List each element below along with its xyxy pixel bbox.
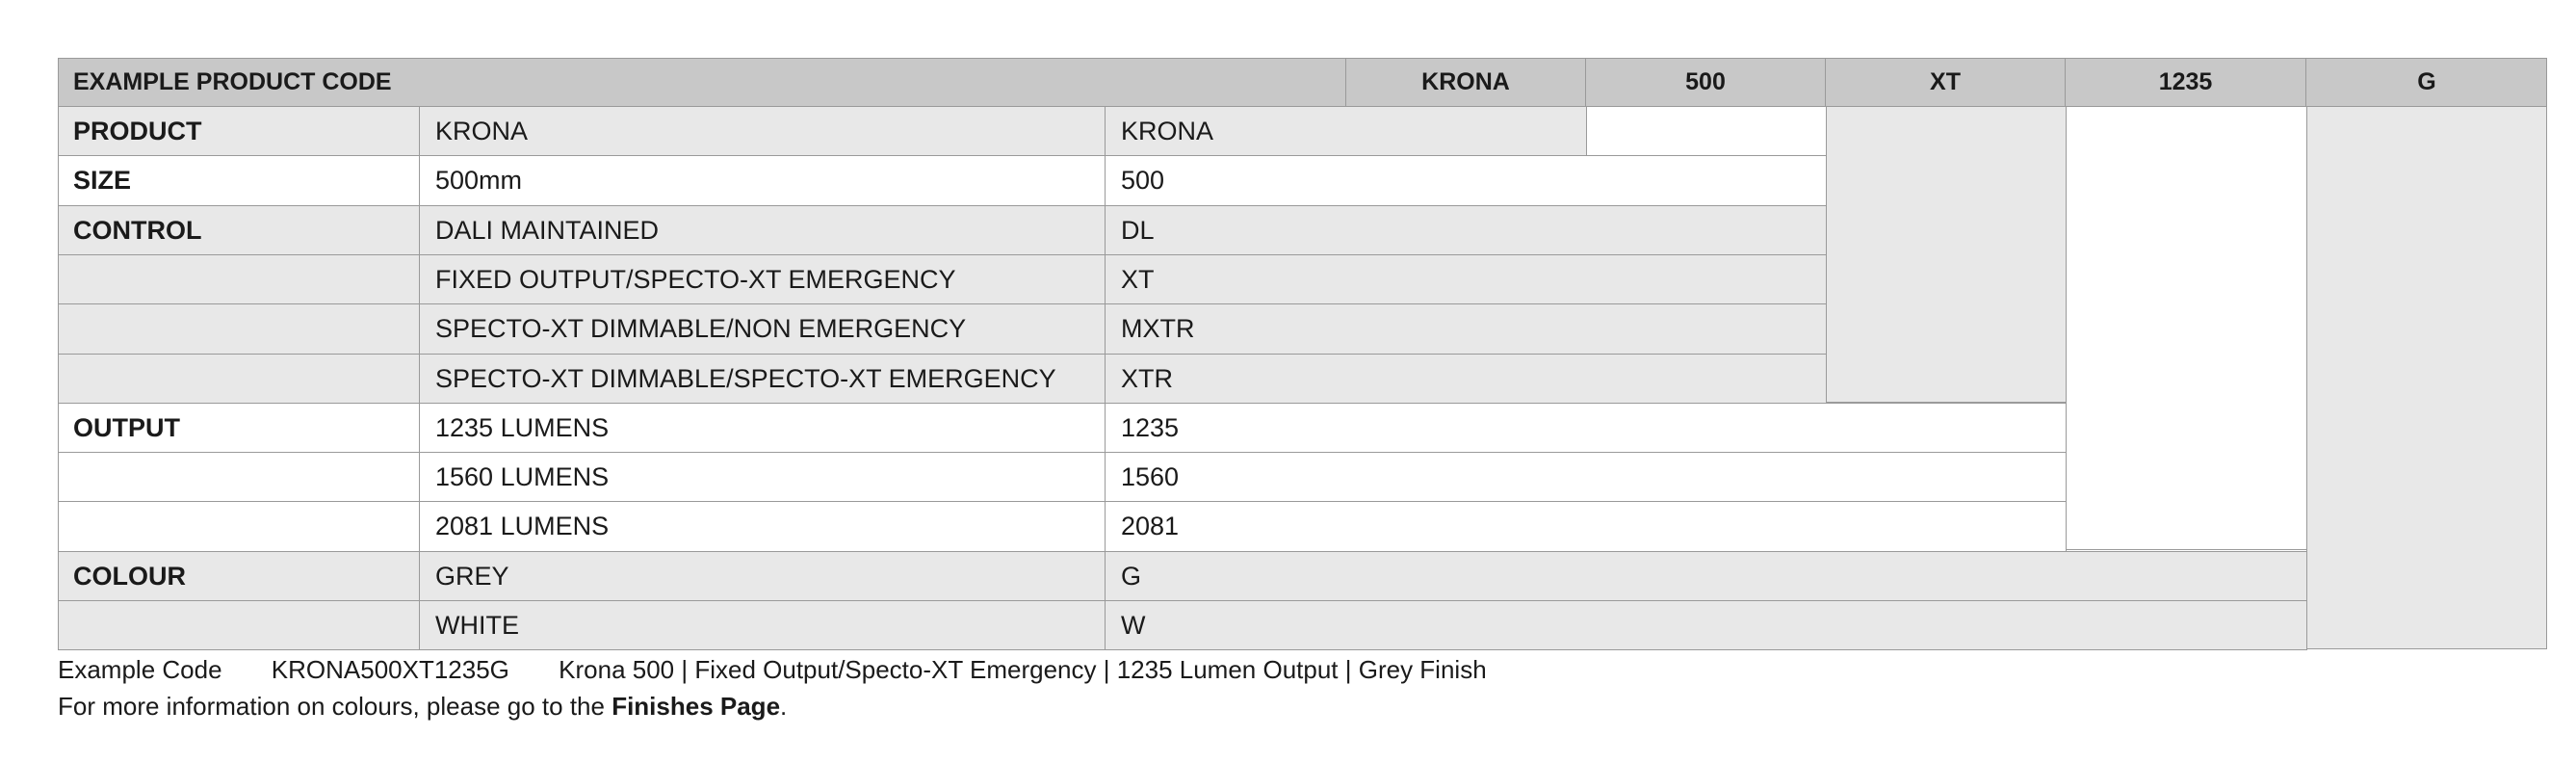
header-code-product: KRONA: [1346, 58, 1586, 107]
row-category: [58, 501, 420, 552]
row-description: GREY: [420, 551, 1106, 601]
finishes-info-end: .: [780, 692, 788, 721]
header-code-control: XT: [1826, 58, 2066, 107]
header-code-size: 500: [1586, 58, 1826, 107]
row-code: MXTR: [1121, 314, 1195, 343]
row-code: 500: [1121, 166, 1165, 195]
finishes-page-link[interactable]: Finishes Page: [611, 692, 781, 721]
row-category: [58, 600, 420, 650]
header-code-colour: G: [2417, 68, 2436, 95]
row-code: KRONA: [1121, 116, 1214, 145]
finishes-info-text: For more information on colours, please go to the: [58, 692, 612, 721]
row-description: 2081 LUMENS: [420, 501, 1106, 552]
header-example-product-code: EXAMPLE PRODUCT CODE: [58, 58, 1346, 107]
row-category: [58, 452, 420, 502]
row-category: [58, 354, 420, 404]
header-code-output: 1235: [2066, 58, 2306, 107]
row-category: OUTPUT: [58, 403, 420, 453]
row-code: DL: [1121, 215, 1155, 245]
row-description: 1235 LUMENS: [420, 403, 1106, 453]
example-code-value: KRONA500XT1235G: [271, 655, 509, 684]
row-description: SPECTO-XT DIMMABLE/SPECTO-XT EMERGENCY: [420, 354, 1106, 404]
row-description: 500mm: [420, 155, 1106, 206]
row-category: SIZE: [58, 155, 420, 206]
row-code: 1560: [1121, 461, 1180, 491]
row-description: KRONA: [420, 106, 1106, 156]
row-description: SPECTO-XT DIMMABLE/NON EMERGENCY: [420, 303, 1106, 355]
row-code: XT: [1121, 264, 1155, 294]
row-category: PRODUCT: [58, 106, 420, 156]
finishes-info-line: [58, 692, 787, 722]
row-description: FIXED OUTPUT/SPECTO-XT EMERGENCY: [420, 254, 1106, 304]
row-category: COLOUR: [58, 551, 420, 601]
row-code: XTR: [1121, 363, 1173, 393]
row-code: G: [1121, 561, 1142, 591]
row-code: 1235: [1121, 412, 1180, 442]
example-code-line: [58, 655, 1487, 685]
column-block-g: [2306, 106, 2547, 649]
row-code: W: [1121, 610, 1146, 640]
column-block-1235: [2066, 106, 2307, 550]
row-code: 2081: [1121, 512, 1180, 540]
example-code-label: Example Code: [58, 655, 222, 684]
row-description: WHITE: [420, 600, 1106, 650]
row-description: 1560 LUMENS: [420, 452, 1106, 502]
row-category: [58, 254, 420, 304]
example-code-description: Krona 500 | Fixed Output/Specto-XT Emergency | 1235 Lumen Output | Grey Finish: [559, 655, 1487, 684]
row-category: CONTROL: [58, 205, 420, 255]
row-category: [58, 303, 420, 355]
row-description: DALI MAINTAINED: [420, 205, 1106, 255]
column-block-xt: [1826, 106, 2067, 403]
